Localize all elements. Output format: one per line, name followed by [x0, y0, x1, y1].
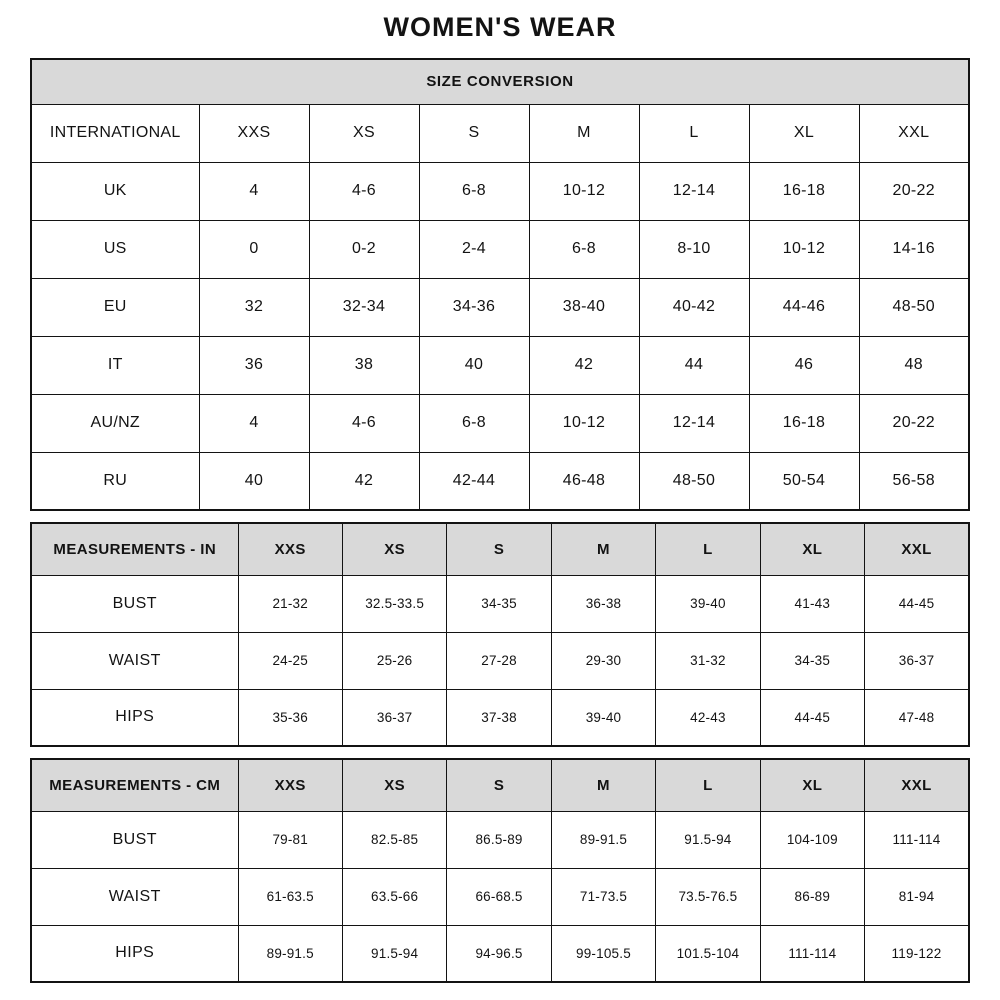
- value-cell: 86-89: [760, 868, 864, 925]
- measurements-in-table: [30, 522, 970, 747]
- caption-row: [31, 59, 969, 104]
- header-row: [31, 759, 969, 811]
- table-row: [31, 278, 969, 336]
- size-column-header: XXL: [865, 523, 969, 575]
- value-cell: 32.5-33.5: [342, 575, 446, 632]
- value-cell: 42-44: [419, 452, 529, 510]
- value-cell: 94-96.5: [447, 925, 551, 982]
- value-cell: 42: [529, 336, 639, 394]
- size-column-header: S: [419, 104, 529, 162]
- value-cell: 89-91.5: [551, 811, 655, 868]
- value-cell: 29-30: [551, 632, 655, 689]
- size-column-header: S: [447, 523, 551, 575]
- value-cell: 66-68.5: [447, 868, 551, 925]
- value-cell: 38-40: [529, 278, 639, 336]
- value-cell: 111-114: [760, 925, 864, 982]
- value-cell: 2-4: [419, 220, 529, 278]
- row-label: RU: [31, 452, 199, 510]
- size-column-header: L: [656, 759, 760, 811]
- value-cell: 16-18: [749, 394, 859, 452]
- value-cell: 101.5-104: [656, 925, 760, 982]
- value-cell: 61-63.5: [238, 868, 342, 925]
- size-column-header: XXS: [199, 104, 309, 162]
- value-cell: 56-58: [859, 452, 969, 510]
- value-cell: 46-48: [529, 452, 639, 510]
- row-label: BUST: [31, 575, 238, 632]
- value-cell: 31-32: [656, 632, 760, 689]
- value-cell: 40: [199, 452, 309, 510]
- value-cell: 44: [639, 336, 749, 394]
- value-cell: 32: [199, 278, 309, 336]
- value-cell: 42: [309, 452, 419, 510]
- row-label-header: MEASUREMENTS - IN: [31, 523, 238, 575]
- value-cell: 34-35: [760, 632, 864, 689]
- row-label: EU: [31, 278, 199, 336]
- value-cell: 34-36: [419, 278, 529, 336]
- row-label: IT: [31, 336, 199, 394]
- value-cell: 39-40: [656, 575, 760, 632]
- value-cell: 12-14: [639, 162, 749, 220]
- value-cell: 35-36: [238, 689, 342, 746]
- value-cell: 50-54: [749, 452, 859, 510]
- value-cell: 36-37: [342, 689, 446, 746]
- table-row: [31, 394, 969, 452]
- row-label: HIPS: [31, 925, 238, 982]
- value-cell: 36: [199, 336, 309, 394]
- value-cell: 40: [419, 336, 529, 394]
- size-column-header: XS: [342, 759, 446, 811]
- value-cell: 44-46: [749, 278, 859, 336]
- size-column-header: M: [551, 759, 655, 811]
- value-cell: 48-50: [639, 452, 749, 510]
- value-cell: 63.5-66: [342, 868, 446, 925]
- table-row: [31, 336, 969, 394]
- value-cell: 73.5-76.5: [656, 868, 760, 925]
- value-cell: 91.5-94: [342, 925, 446, 982]
- value-cell: 38: [309, 336, 419, 394]
- value-cell: 12-14: [639, 394, 749, 452]
- value-cell: 42-43: [656, 689, 760, 746]
- value-cell: 10-12: [749, 220, 859, 278]
- value-cell: 71-73.5: [551, 868, 655, 925]
- value-cell: 44-45: [760, 689, 864, 746]
- value-cell: 79-81: [238, 811, 342, 868]
- size-column-header: XXS: [238, 759, 342, 811]
- value-cell: 104-109: [760, 811, 864, 868]
- value-cell: 39-40: [551, 689, 655, 746]
- value-cell: 82.5-85: [342, 811, 446, 868]
- row-label: UK: [31, 162, 199, 220]
- value-cell: 6-8: [529, 220, 639, 278]
- value-cell: 0-2: [309, 220, 419, 278]
- measurements-cm-table: [30, 758, 970, 983]
- value-cell: 24-25: [238, 632, 342, 689]
- value-cell: 37-38: [447, 689, 551, 746]
- value-cell: 36-37: [865, 632, 969, 689]
- size-column-header: S: [447, 759, 551, 811]
- value-cell: 0: [199, 220, 309, 278]
- value-cell: 48: [859, 336, 969, 394]
- value-cell: 14-16: [859, 220, 969, 278]
- value-cell: 86.5-89: [447, 811, 551, 868]
- size-column-header: XS: [342, 523, 446, 575]
- row-label: US: [31, 220, 199, 278]
- row-label: AU/NZ: [31, 394, 199, 452]
- value-cell: 111-114: [865, 811, 969, 868]
- value-cell: 81-94: [865, 868, 969, 925]
- row-label-header: INTERNATIONAL: [31, 104, 199, 162]
- table-row: [31, 162, 969, 220]
- value-cell: 41-43: [760, 575, 864, 632]
- table-row: [31, 811, 969, 868]
- size-column-header: XXS: [238, 523, 342, 575]
- value-cell: 20-22: [859, 162, 969, 220]
- value-cell: 4: [199, 394, 309, 452]
- value-cell: 25-26: [342, 632, 446, 689]
- value-cell: 4-6: [309, 162, 419, 220]
- value-cell: 32-34: [309, 278, 419, 336]
- value-cell: 6-8: [419, 394, 529, 452]
- value-cell: 40-42: [639, 278, 749, 336]
- table-row: [31, 575, 969, 632]
- table-caption: SIZE CONVERSION: [31, 59, 969, 104]
- value-cell: 47-48: [865, 689, 969, 746]
- table-row: [31, 689, 969, 746]
- size-column-header: XXL: [865, 759, 969, 811]
- value-cell: 10-12: [529, 394, 639, 452]
- table-row: [31, 220, 969, 278]
- row-label: WAIST: [31, 632, 238, 689]
- size-column-header: L: [656, 523, 760, 575]
- value-cell: 91.5-94: [656, 811, 760, 868]
- value-cell: 46: [749, 336, 859, 394]
- table-row: [31, 868, 969, 925]
- value-cell: 20-22: [859, 394, 969, 452]
- size-column-header: M: [551, 523, 655, 575]
- size-column-header: M: [529, 104, 639, 162]
- value-cell: 10-12: [529, 162, 639, 220]
- value-cell: 99-105.5: [551, 925, 655, 982]
- size-column-header: L: [639, 104, 749, 162]
- value-cell: 89-91.5: [238, 925, 342, 982]
- value-cell: 6-8: [419, 162, 529, 220]
- value-cell: 21-32: [238, 575, 342, 632]
- value-cell: 4: [199, 162, 309, 220]
- row-label: BUST: [31, 811, 238, 868]
- value-cell: 8-10: [639, 220, 749, 278]
- value-cell: 48-50: [859, 278, 969, 336]
- value-cell: 44-45: [865, 575, 969, 632]
- table-row: [31, 452, 969, 510]
- row-label: HIPS: [31, 689, 238, 746]
- table-row: [31, 925, 969, 982]
- value-cell: 36-38: [551, 575, 655, 632]
- value-cell: 16-18: [749, 162, 859, 220]
- size-column-header: XL: [760, 759, 864, 811]
- page-title: WOMEN'S WEAR: [383, 12, 617, 42]
- size-column-header: XL: [749, 104, 859, 162]
- size-column-header: XS: [309, 104, 419, 162]
- value-cell: 4-6: [309, 394, 419, 452]
- size-column-header: XL: [760, 523, 864, 575]
- size-conversion-table: [30, 58, 970, 511]
- header-row: [31, 104, 969, 162]
- value-cell: 119-122: [865, 925, 969, 982]
- row-label-header: MEASUREMENTS - CM: [31, 759, 238, 811]
- header-row: [31, 523, 969, 575]
- row-label: WAIST: [31, 868, 238, 925]
- table-row: [31, 632, 969, 689]
- size-column-header: XXL: [859, 104, 969, 162]
- value-cell: 34-35: [447, 575, 551, 632]
- value-cell: 27-28: [447, 632, 551, 689]
